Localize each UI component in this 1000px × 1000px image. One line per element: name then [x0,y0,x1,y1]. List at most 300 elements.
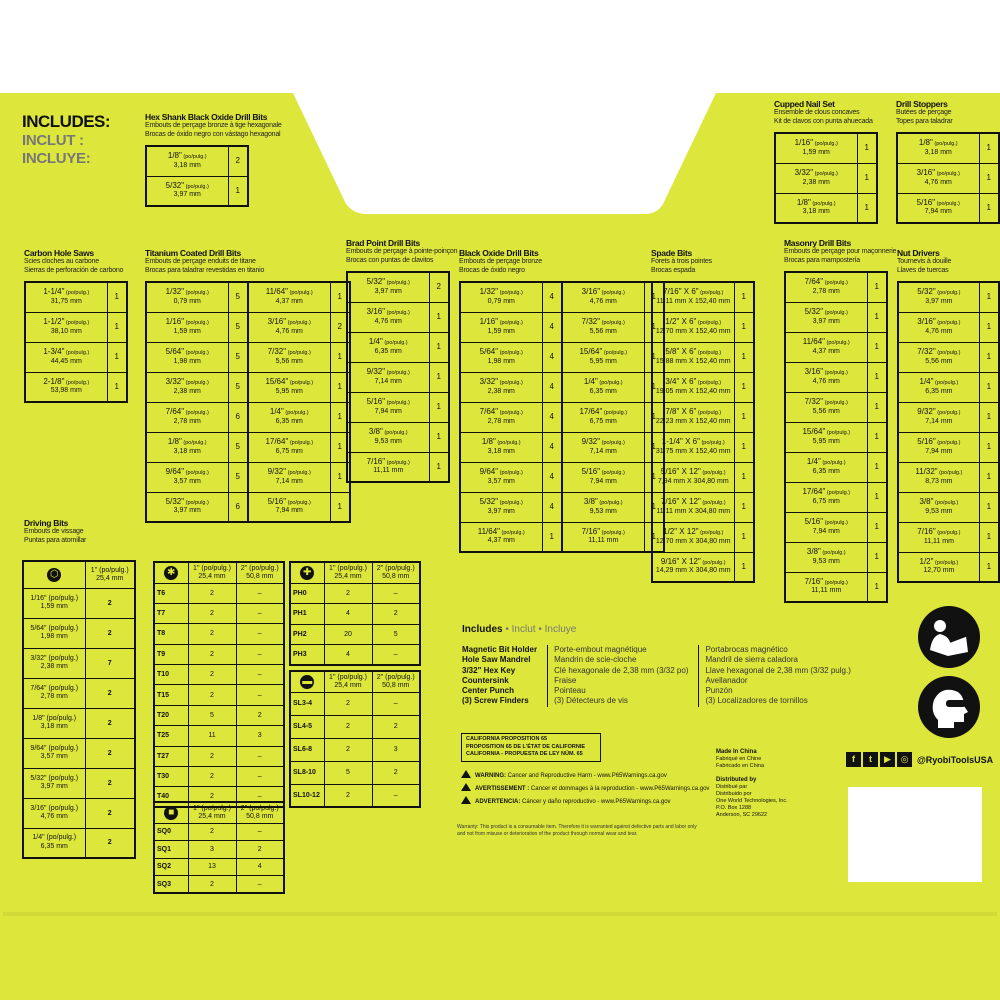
size-fraction: 1-1/2" [43,317,65,326]
size-row [898,432,999,462]
size-cell [652,552,734,582]
size-row [562,282,664,312]
size-unit: (po/pulg.) [698,290,724,297]
size-row [347,272,449,302]
size-fraction: 5/16" [917,437,936,446]
section-subtitle-fr: Embouts de perçage pour maçonnerie [784,248,897,255]
size-metric: 3,18 mm [40,723,68,730]
size-metric: 6,35 mm [40,842,68,850]
size-metric: 1,59 mm [173,327,201,335]
size-metric: 2,78 mm [812,287,840,295]
size-row [25,282,127,312]
size-fraction: 5/8" X 6" [665,347,697,356]
twitter-icon: t [863,752,878,767]
bit-size-cell: T25 [154,726,188,746]
size-metric: 5,56 mm [812,407,840,415]
size-row [775,193,877,223]
size-fraction: 11/64" [802,337,825,346]
size-fraction: 1/8" [796,197,811,207]
size-unit: (po/pulg.) [283,410,309,416]
quantity-cell: 1 [979,193,999,223]
size-metric: 5,56 mm [275,357,303,365]
size-metric: 1,59 mm [40,603,68,610]
size-metric: 5,56 mm [589,327,617,335]
size-metric: 3,18 mm [173,447,201,455]
quantity-cell: 1 [734,552,754,582]
size-metric: 7,94 mm [374,407,402,415]
size-unit: (po/pulg.) [288,440,314,446]
size-cell [460,462,542,492]
size-row [562,372,664,402]
size-unit: (po/pulg.) [699,440,725,446]
size-fraction: 3/32" [165,377,185,386]
size-metric: 3,97 mm [374,287,402,295]
size-row [347,422,449,452]
size-metric: 4,37 mm [275,297,303,305]
size-cell [146,312,228,342]
warning-triangle-icon [461,770,471,778]
size-row [562,312,664,342]
size-row [652,312,754,342]
size-row [460,522,562,552]
section-subtitle-es: Brocas de óxido negro [459,266,525,274]
drill-stoppers-section [896,99,1000,224]
quantity-cell: 1 [644,312,664,342]
size-unit: (po/pulg.) [696,350,722,356]
size-cell [785,332,867,362]
size-fraction: 5/16" [581,467,601,476]
table-row [154,583,284,603]
table-row [154,823,284,841]
header-size: 2" (po/pulg.) [376,564,415,572]
quantity-cell: 20 [324,624,372,645]
size-metric: 7,14 mm [925,417,953,425]
size-row [562,402,664,432]
header-size: 2" (po/pulg.) [240,804,279,812]
size-row [460,372,562,402]
size-metric: 3,18 mm [173,161,201,169]
quantity-cell: 7 [85,648,135,678]
bit-size-cell: T15 [154,685,188,705]
includes-en: INCLUDES: [22,112,111,131]
size-fraction: 1/8" [167,151,182,161]
size-column [145,281,249,523]
size-grid [24,281,128,403]
size-cell [25,342,107,372]
size-unit: (po/pulg.) [935,171,960,177]
size-cell [23,678,85,708]
accessory-item: Magnetic Bit Holder [462,645,538,654]
warning-label: ADVERTENCIA: [475,799,523,805]
slotted-table [289,670,421,808]
includes-heading [22,112,110,168]
size-metric: 15,88 mm X 152,40 mm [655,357,731,365]
size-table [897,281,1000,583]
size-metric: 4,76 mm [374,317,402,325]
size-row [898,522,999,552]
quantity-cell: 1 [979,522,999,552]
size-table [774,132,878,224]
quantity-cell: 2 [228,146,248,176]
quantity-cell: 1 [330,492,350,522]
quantity-cell: 1 [228,176,248,206]
quantity-cell: 1 [857,133,877,163]
size-cell [248,372,330,402]
section-title: Drill Stoppers [896,99,948,109]
size-cell [248,402,330,432]
size-row [652,372,754,402]
size-metric: 7,14 mm [589,447,617,455]
size-cell [785,422,867,452]
size-fraction: 15/64" [265,377,289,386]
size-row [146,462,248,492]
quantity-cell: 5 [228,432,248,462]
bit-size-cell: T8 [154,624,188,644]
table-row [154,767,284,787]
size-fraction: 3/16" [916,168,936,177]
header-metric: 50,8 mm [246,812,274,820]
quantity-cell: 1 [429,452,449,482]
size-cell [562,522,644,552]
size-cell [460,342,542,372]
size-unit: (po/pulg.) [184,350,209,356]
size-cell [23,618,85,648]
instagram-icon: ◎ [897,752,912,767]
size-cell [898,552,979,582]
quantity-cell: 4 [542,402,562,432]
size-metric: 11,11 mm X 152,40 mm [656,297,731,305]
quantity-cell: 2 [85,678,135,708]
header-row [23,561,135,588]
quantity-cell: 1 [107,372,127,402]
size-metric: 1,59 mm [487,327,515,335]
table-row [23,738,135,768]
size-row [652,522,754,552]
quantity-cell: 1 [330,342,350,372]
accessories-es [698,645,860,707]
torx-bit-icon: ✱ [164,566,178,580]
size-unit: (po/pulg.) [498,290,523,297]
size-cell [460,522,542,552]
size-table [784,271,888,603]
size-unit: (po/pulg.) [495,440,521,446]
size-metric: 9,53 mm [812,557,840,565]
quantity-cell: 2 [188,665,236,685]
size-fraction: 3/16" [804,367,824,376]
accessory-item: Portabrocas magnético [705,645,788,654]
size-row [562,342,664,372]
accessories-fr [547,645,698,707]
warning-text: Cancer et dommages à la reproduction - www.P65Warnings.ca.gov [530,786,710,792]
size-metric: 1,98 mm [40,633,68,640]
size-cell [460,312,542,342]
quantity-cell: 2 [188,624,236,644]
header-size: 1" (po/pulg.) [193,564,231,572]
size-row [146,372,248,402]
warnings [461,770,709,809]
section-title: Brad Point Drill Bits [346,238,420,248]
quantity-cell: 13 [188,858,236,876]
size-cell [898,462,979,492]
size-metric: 2,38 mm [802,178,830,186]
size-fraction: 7/16" [917,527,936,536]
size-fraction: 1/2" X 6" [665,317,697,326]
size-fraction: 9/64" [30,744,47,752]
quantity-cell: 2 [188,583,236,603]
masonry-section [784,238,896,603]
quantity-cell: 4 [542,372,562,402]
size-grid [145,281,351,523]
size-metric: 4,37 mm [812,347,840,355]
quantity-cell: 4 [542,462,562,492]
size-table [145,145,249,207]
table-row [154,685,284,705]
quantity-cell: 1 [867,572,887,602]
size-cell [652,522,734,552]
size-unit: (po/pulg.) [286,350,311,356]
size-unit: (po/pulg.) [600,290,625,297]
accessory-item: Clé hexagonale de 2,38 mm (3/32 po) [554,665,689,675]
size-fraction: 5/64" [479,347,499,356]
accessories-header: Includes • Inclut • Incluye [462,624,577,635]
size-unit: (po/pulg.) [498,470,523,476]
size-fraction: 5/32" [165,180,185,190]
bit-size-cell: T6 [154,583,188,603]
hex-shank-section [145,112,282,207]
read-manual-icon [918,606,980,668]
size-metric: 6,35 mm [812,467,840,475]
size-fraction: 5/16" [267,496,287,506]
size-cell [347,362,429,392]
accessories-list [462,624,861,707]
warning-line [461,796,709,809]
size-unit: (po/pulg.) [823,370,848,376]
section-subtitle-es: Brocas para mampostería [784,256,860,264]
quantity-cell: – [236,823,284,841]
quantity-cell: 3 [236,726,284,746]
bit-size-cell: T20 [154,705,188,725]
size-unit: (po/pulg.) [600,440,625,446]
size-fraction: 1/8" [918,138,933,148]
quantity-cell: 2 [188,603,236,623]
size-fraction: 3/8" [806,547,821,556]
size-fraction: 17/64" [579,407,603,416]
section-title: Titanium Coated Drill Bits [145,248,241,258]
column-header [372,671,420,692]
size-cell [460,432,542,462]
section-subtitle-fr: Butées de perçage [896,109,952,116]
size-fraction: 1-1/4" [43,287,65,297]
driving-bits-heading [24,518,86,545]
size-unit: (po/pulg.) [600,320,625,326]
column-header [324,671,372,692]
size-cell [785,482,867,512]
size-fraction: 7/32" [267,347,287,356]
section-subtitle-fr: Embouts de perçage à pointe-poinçon [346,248,458,255]
table-row [290,645,420,666]
size-metric: 9,53 mm [374,437,402,445]
size-row [347,332,449,362]
size-grid [784,271,896,603]
size-row [785,362,887,392]
size-row [562,522,664,552]
size-column [897,281,1000,583]
header-metric: 50,8 mm [382,681,410,689]
size-cell [652,402,734,432]
quantity-cell: 4 [542,282,562,312]
size-cell [248,342,330,372]
size-row [898,462,999,492]
size-metric: 3,97 mm [173,507,201,515]
size-unit: (po/pulg.) [932,141,958,148]
table-row [154,665,284,685]
size-fraction: 15/64" [802,427,826,436]
size-metric: 4,37 mm [487,537,515,545]
quantity-cell: – [236,624,284,644]
size-cell [898,402,979,432]
table-row [23,828,135,858]
size-cell [775,163,857,193]
size-row [460,402,562,432]
size-cell [146,282,228,312]
size-unit: (po/pulg.) [823,579,848,586]
quantity-cell: 1 [979,133,999,163]
size-unit: (po/pulg.) [498,500,523,506]
quantity-cell: 1 [429,362,449,392]
header-row [290,671,420,692]
size-unit: (po/pulg.) [935,530,961,536]
size-row [248,282,350,312]
size-fraction: 1/8" [32,714,45,722]
size-row [460,312,562,342]
size-metric: 0,79 mm [173,297,201,305]
quantity-cell: – [236,787,284,807]
size-fraction: 7/64" [165,407,185,416]
size-unit: (po/pulg.) [382,340,408,346]
section-subtitle-es: Brocas con puntas de clavitos [346,256,434,264]
size-metric: 4,76 mm [589,297,617,305]
quantity-cell: 1 [979,462,999,492]
size-fraction: 1-1/4" X 6" [661,437,700,446]
size-fraction: 1-3/4" [43,347,65,356]
size-unit: (po/pulg.) [700,470,726,476]
quantity-cell: 6 [228,492,248,522]
accessory-item: Mandrin de scie-cloche [554,655,637,665]
size-cell [652,282,734,312]
size-metric: 9,53 mm [589,507,617,515]
size-row [248,492,350,522]
quantity-cell: 4 [542,492,562,522]
size-unit: (po/pulg.) [385,370,410,376]
size-row [898,342,999,372]
barcode-area [848,787,982,882]
size-unit: (po/pulg.) [825,430,851,436]
bit-size-cell: PH1 [290,604,324,625]
size-row [25,342,127,372]
symbol-cell [154,802,188,823]
size-unit: (po/pulg.) [286,499,311,506]
size-metric: 7,94 mm [925,447,953,455]
size-table [896,132,1000,224]
size-cell [562,282,644,312]
size-unit: (po/pulg.) [696,380,722,386]
quantity-cell: 1 [644,432,664,462]
size-cell [248,462,330,492]
size-cell [785,302,867,332]
size-cell [347,332,429,362]
size-table [346,271,450,483]
social-bar [846,752,993,767]
size-fraction: 7/64" [30,684,47,692]
size-fraction: 1/4" [806,457,821,466]
size-unit: (po/pulg.) [813,141,838,148]
size-unit: (po/pulg.) [820,460,846,466]
quantity-cell: 1 [979,492,999,522]
size-unit: (po/pulg.) [184,470,209,476]
size-fraction: 7/16" X 6" [663,287,699,297]
quantity-cell: – [236,685,284,705]
accessory-item: Llave hexagonal de 2,38 mm (3/32 pulg.) [705,665,851,675]
bit-size-cell: PH2 [290,624,324,645]
size-row [652,462,754,492]
header-size: 2" (po/pulg.) [376,673,415,681]
quantity-cell: 1 [542,522,562,552]
size-metric: 1,59 mm [802,148,830,156]
size-metric: 0,79 mm [487,297,515,305]
size-row [248,372,350,402]
size-row [652,342,754,372]
table-row [154,876,284,894]
size-column [145,145,249,207]
size-row [652,402,754,432]
size-cell [898,372,979,402]
size-row [347,392,449,422]
warning-line [461,770,709,783]
size-column [561,281,665,553]
size-cell [23,588,85,618]
table-row [23,588,135,618]
accessory-item: Avellanador [705,675,748,685]
size-cell [562,312,644,342]
bit-size-cell: SQ1 [154,841,188,859]
size-row [785,332,887,362]
size-cell [146,492,228,522]
bit-size-cell: SQ2 [154,858,188,876]
quantity-cell: 1 [867,482,887,512]
size-fraction: 3/8" [919,497,934,506]
size-column [651,281,755,583]
quantity-cell: 2 [188,644,236,664]
header-metric: 50,8 mm [246,572,274,580]
size-cell [347,302,429,332]
header-row [154,562,284,583]
size-metric: 6,75 mm [589,417,617,425]
size-metric: 6,35 mm [275,417,303,425]
size-row [248,312,350,342]
quantity-cell: 1 [330,462,350,492]
bit-size-cell: SL8-10 [290,761,324,784]
quantity-cell: 2 [85,768,135,798]
size-row [146,492,248,522]
quantity-cell: 5 [228,462,248,492]
size-fraction: 3/8" [368,427,383,436]
cupped-nail-section [774,99,878,224]
size-unit: (po/pulg.) [184,499,209,506]
phillips-table [289,561,421,666]
size-metric: 3,97 mm [925,297,953,305]
size-fraction: 1/2" [919,556,934,566]
size-unit: (po/pulg.) [385,280,410,287]
